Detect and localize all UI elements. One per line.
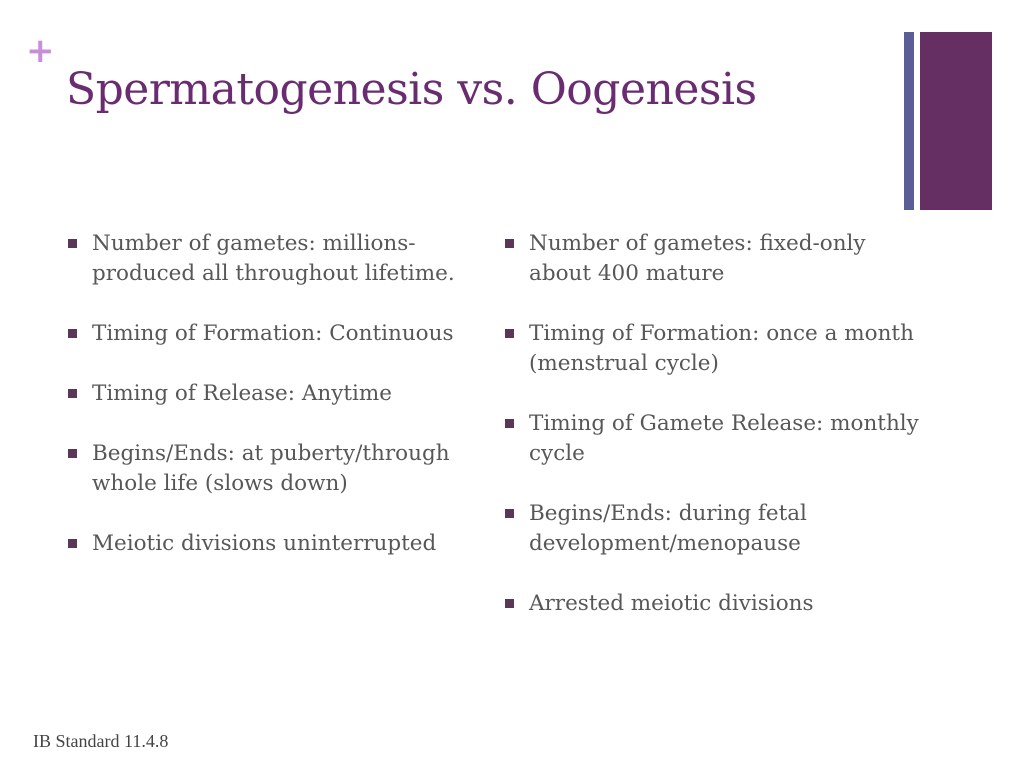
list-item-text: Begins/Ends: during fetal development/menopause: [529, 501, 807, 556]
list-item: [68, 229, 456, 289]
square-bullet-icon: [68, 539, 77, 548]
square-bullet-icon: [505, 239, 514, 248]
list-item: [505, 499, 925, 559]
list-item-text: Timing of Formation: Continuous: [92, 321, 454, 346]
list-item-text: Meiotic divisions uninterrupted: [92, 531, 437, 556]
list-item-text: Begins/Ends: at puberty/through whole life (slows down): [92, 441, 450, 496]
list-item: [68, 529, 456, 559]
list-item-text: Timing of Gamete Release: monthly cycle: [529, 411, 919, 466]
list-item-text: Arrested meiotic divisions: [529, 591, 814, 616]
footer-standard-reference: IB Standard 11.4.8: [33, 731, 169, 751]
square-bullet-icon: [68, 329, 77, 338]
list-item: [505, 319, 925, 379]
square-bullet-icon: [505, 329, 514, 338]
list-item: [505, 589, 925, 619]
list-item: [68, 379, 456, 409]
list-item: [68, 319, 456, 349]
square-bullet-icon: [68, 239, 77, 248]
square-bullet-icon: [505, 509, 514, 518]
oogenesis-list: [505, 229, 925, 649]
accent-bar-thick: [920, 32, 992, 210]
list-item-text: Timing of Formation: once a month (menstrual cycle): [529, 321, 914, 376]
list-item: [505, 409, 925, 469]
list-item: [505, 229, 925, 289]
square-bullet-icon: [68, 389, 77, 398]
accent-bar-thin: [904, 32, 914, 210]
spermatogenesis-list: [68, 229, 456, 589]
list-item-text: Number of gametes: fixed-only about 400 mature: [529, 231, 866, 286]
slide-title: Spermatogenesis vs. Oogenesis: [66, 64, 757, 115]
list-item-text: Number of gametes: millions-produced all throughout lifetime.: [92, 231, 455, 286]
list-item: [68, 439, 456, 499]
square-bullet-icon: [68, 449, 77, 458]
plus-icon: +: [26, 31, 55, 71]
list-item-text: Timing of Release: Anytime: [92, 381, 392, 406]
square-bullet-icon: [505, 419, 514, 428]
square-bullet-icon: [505, 599, 514, 608]
